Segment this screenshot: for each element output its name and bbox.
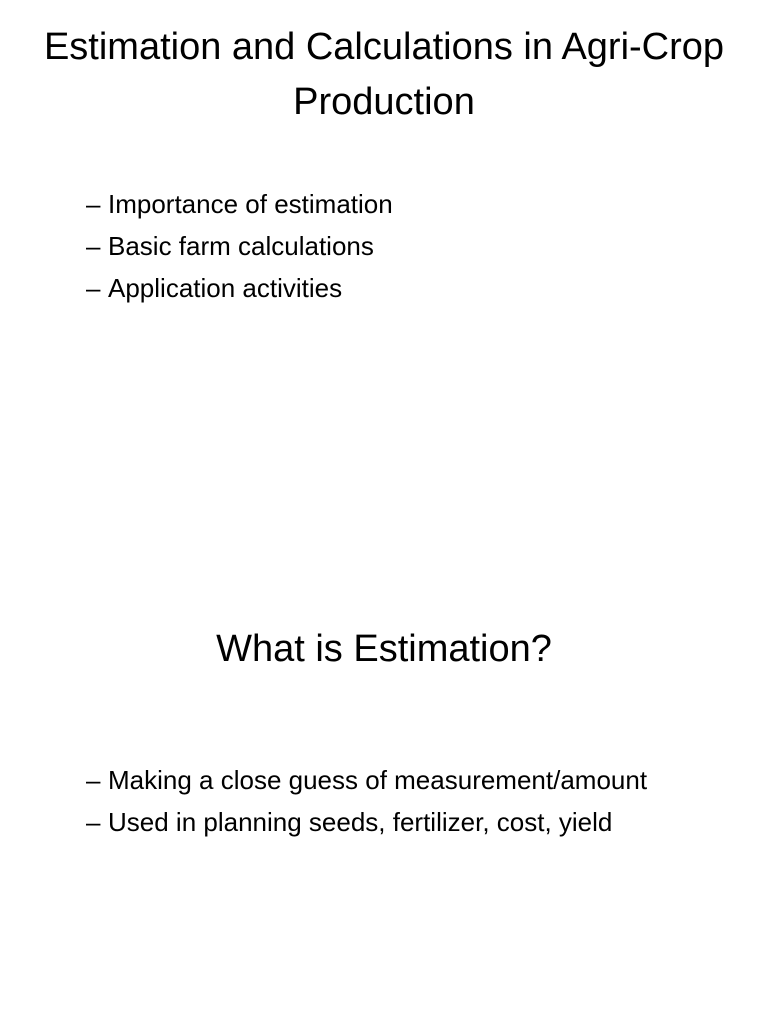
slide-2: [0, 512, 768, 1024]
slide-title: What is Estimation?: [216, 628, 552, 670]
dash-bullet-icon: –: [86, 807, 101, 837]
bullet-list: [86, 759, 647, 843]
bullet-text: Making a close guess of measurement/amount: [108, 765, 648, 795]
bullet-item: [86, 801, 647, 843]
dash-bullet-icon: –: [86, 765, 101, 795]
bullet-item: [86, 759, 647, 801]
bullet-text: Application activities: [108, 273, 343, 303]
bullet-item: [86, 183, 393, 225]
bullet-list: [86, 183, 393, 309]
dash-bullet-icon: –: [86, 231, 101, 261]
bullet-item: [86, 267, 393, 309]
bullet-text: Importance of estimation: [108, 189, 393, 219]
bullet-text: Used in planning seeds, fertilizer, cost, yield: [108, 807, 613, 837]
slide-title: Estimation and Calculations in Agri-Crop Production: [43, 26, 725, 123]
dash-bullet-icon: –: [86, 189, 101, 219]
bullet-text: Basic farm calculations: [108, 231, 374, 261]
bullet-item: [86, 225, 393, 267]
dash-bullet-icon: –: [86, 273, 101, 303]
